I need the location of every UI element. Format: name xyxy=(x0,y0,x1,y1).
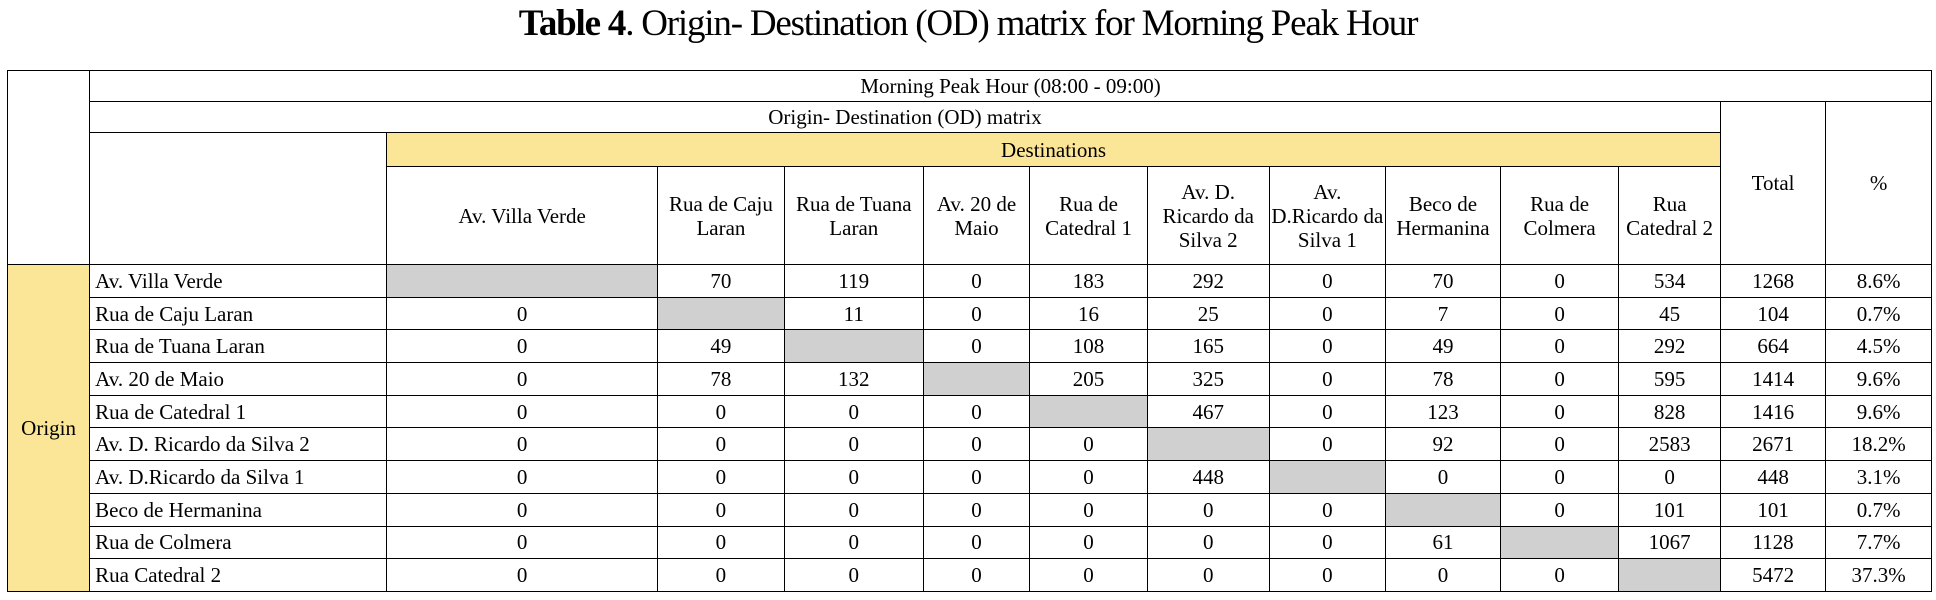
od-value-cell: 1067 xyxy=(1619,526,1720,559)
matrix-header: Origin- Destination (OD) matrix xyxy=(90,102,1721,133)
destination-header: Rua Catedral 2 xyxy=(1619,167,1720,265)
od-value-cell: 0 xyxy=(1030,493,1148,526)
origin-name-cell: Av. Villa Verde xyxy=(90,265,387,298)
od-value-cell: 0 xyxy=(784,461,923,494)
destination-header: Av. D. Ricardo da Silva 2 xyxy=(1147,167,1269,265)
od-value-cell: 0 xyxy=(1269,559,1386,592)
diagonal-empty-cell xyxy=(1147,428,1269,461)
od-value-cell: 0 xyxy=(1147,526,1269,559)
od-value-cell: 292 xyxy=(1147,265,1269,298)
od-value-cell: 0 xyxy=(387,559,658,592)
od-value-cell: 0 xyxy=(658,461,785,494)
table-row xyxy=(8,559,1932,592)
od-value-cell: 0 xyxy=(1269,265,1386,298)
od-value-cell: 0 xyxy=(1386,461,1501,494)
od-value-cell: 0 xyxy=(923,265,1029,298)
row-total-cell: 2671 xyxy=(1720,428,1825,461)
origin-name-cell: Rua de Tuana Laran xyxy=(90,330,387,363)
table-number: Table 4 xyxy=(518,3,626,44)
od-value-cell: 0 xyxy=(1269,428,1386,461)
row-total-cell: 1128 xyxy=(1720,526,1825,559)
diagonal-empty-cell xyxy=(1500,526,1619,559)
table-row xyxy=(8,297,1932,330)
od-value-cell: 292 xyxy=(1619,330,1720,363)
table-row xyxy=(8,330,1932,363)
od-value-cell: 49 xyxy=(1386,330,1501,363)
row-total-cell: 1416 xyxy=(1720,395,1825,428)
row-percent-cell: 0.7% xyxy=(1826,493,1932,526)
origin-name-cell: Av. D.Ricardo da Silva 1 xyxy=(90,461,387,494)
od-value-cell: 0 xyxy=(784,559,923,592)
origin-name-cell: Rua de Colmera xyxy=(90,526,387,559)
od-value-cell: 0 xyxy=(923,559,1029,592)
od-value-cell: 25 xyxy=(1147,297,1269,330)
origin-name-cell: Av. D. Ricardo da Silva 2 xyxy=(90,428,387,461)
od-value-cell: 119 xyxy=(784,265,923,298)
od-value-cell: 0 xyxy=(923,461,1029,494)
row-percent-cell: 9.6% xyxy=(1826,363,1932,396)
od-value-cell: 0 xyxy=(387,330,658,363)
od-value-cell: 0 xyxy=(1030,526,1148,559)
od-value-cell: 534 xyxy=(1619,265,1720,298)
od-value-cell: 49 xyxy=(658,330,785,363)
od-value-cell: 0 xyxy=(1500,493,1619,526)
corner-blank-cell xyxy=(8,71,90,265)
destination-header: Beco de Hermanina xyxy=(1386,167,1501,265)
od-value-cell: 0 xyxy=(784,526,923,559)
od-value-cell: 45 xyxy=(1619,297,1720,330)
od-value-cell: 0 xyxy=(1030,461,1148,494)
od-value-cell: 0 xyxy=(1386,559,1501,592)
row-percent-cell: 9.6% xyxy=(1826,395,1932,428)
diagonal-empty-cell xyxy=(1386,493,1501,526)
origin-name-cell: Beco de Hermanina xyxy=(90,493,387,526)
od-value-cell: 0 xyxy=(387,363,658,396)
od-value-cell: 0 xyxy=(387,428,658,461)
table-row xyxy=(8,461,1932,494)
od-value-cell: 0 xyxy=(1500,297,1619,330)
od-value-cell: 0 xyxy=(658,428,785,461)
od-value-cell: 0 xyxy=(1030,559,1148,592)
total-header: Total xyxy=(1720,102,1825,265)
od-value-cell: 0 xyxy=(387,461,658,494)
period-header: Morning Peak Hour (08:00 - 09:00) xyxy=(90,71,1932,102)
table-row xyxy=(8,526,1932,559)
od-value-cell: 165 xyxy=(1147,330,1269,363)
od-value-cell: 325 xyxy=(1147,363,1269,396)
row-percent-cell: 0.7% xyxy=(1826,297,1932,330)
od-value-cell: 0 xyxy=(1269,363,1386,396)
od-value-cell: 0 xyxy=(1147,559,1269,592)
od-value-cell: 123 xyxy=(1386,395,1501,428)
od-value-cell: 0 xyxy=(1500,363,1619,396)
od-value-cell: 11 xyxy=(784,297,923,330)
od-value-cell: 0 xyxy=(387,493,658,526)
od-value-cell: 0 xyxy=(658,559,785,592)
diagonal-empty-cell xyxy=(1030,395,1148,428)
od-value-cell: 0 xyxy=(387,395,658,428)
od-value-cell: 0 xyxy=(658,493,785,526)
od-value-cell: 0 xyxy=(1269,493,1386,526)
od-value-cell: 0 xyxy=(923,493,1029,526)
row-percent-cell: 3.1% xyxy=(1826,461,1932,494)
od-value-cell: 2583 xyxy=(1619,428,1720,461)
row-total-cell: 104 xyxy=(1720,297,1825,330)
od-value-cell: 0 xyxy=(1500,559,1619,592)
od-value-cell: 0 xyxy=(1619,461,1720,494)
od-value-cell: 0 xyxy=(1500,265,1619,298)
origin-name-cell: Av. 20 de Maio xyxy=(90,363,387,396)
od-value-cell: 78 xyxy=(1386,363,1501,396)
destination-header: Rua de Catedral 1 xyxy=(1030,167,1148,265)
row-total-cell: 1268 xyxy=(1720,265,1825,298)
od-value-cell: 0 xyxy=(923,395,1029,428)
od-value-cell: 108 xyxy=(1030,330,1148,363)
od-value-cell: 16 xyxy=(1030,297,1148,330)
table-row xyxy=(8,428,1932,461)
od-value-cell: 467 xyxy=(1147,395,1269,428)
od-value-cell: 0 xyxy=(1500,395,1619,428)
od-value-cell: 205 xyxy=(1030,363,1148,396)
od-value-cell: 0 xyxy=(923,330,1029,363)
od-value-cell: 0 xyxy=(923,526,1029,559)
od-value-cell: 0 xyxy=(387,526,658,559)
od-value-cell: 0 xyxy=(1500,428,1619,461)
od-value-cell: 0 xyxy=(923,297,1029,330)
od-value-cell: 0 xyxy=(923,428,1029,461)
row-percent-cell: 7.7% xyxy=(1826,526,1932,559)
diagonal-empty-cell xyxy=(658,297,785,330)
row-percent-cell: 18.2% xyxy=(1826,428,1932,461)
row-percent-cell: 4.5% xyxy=(1826,330,1932,363)
od-value-cell: 0 xyxy=(658,526,785,559)
diagonal-empty-cell xyxy=(923,363,1029,396)
row-total-cell: 448 xyxy=(1720,461,1825,494)
origin-label-header-blank xyxy=(90,133,387,265)
destination-header: Rua de Tuana Laran xyxy=(784,167,923,265)
table-title: . Origin- Destination (OD) matrix for Morning Peak Hour xyxy=(625,3,1418,44)
od-value-cell: 101 xyxy=(1619,493,1720,526)
row-total-cell: 5472 xyxy=(1720,559,1825,592)
od-value-cell: 0 xyxy=(1269,297,1386,330)
od-value-cell: 595 xyxy=(1619,363,1720,396)
od-value-cell: 0 xyxy=(1500,330,1619,363)
table-row xyxy=(8,395,1932,428)
table-row xyxy=(8,363,1932,396)
od-value-cell: 0 xyxy=(1269,526,1386,559)
origin-name-cell: Rua de Catedral 1 xyxy=(90,395,387,428)
od-value-cell: 70 xyxy=(1386,265,1501,298)
od-value-cell: 70 xyxy=(658,265,785,298)
od-value-cell: 0 xyxy=(1147,493,1269,526)
od-value-cell: 448 xyxy=(1147,461,1269,494)
table-caption xyxy=(0,2,1936,45)
od-value-cell: 132 xyxy=(784,363,923,396)
diagonal-empty-cell xyxy=(1269,461,1386,494)
od-value-cell: 0 xyxy=(1500,461,1619,494)
table-row xyxy=(8,493,1932,526)
destination-header: Rua de Caju Laran xyxy=(658,167,785,265)
diagonal-empty-cell xyxy=(387,265,658,298)
od-value-cell: 183 xyxy=(1030,265,1148,298)
destination-header: Av. 20 de Maio xyxy=(923,167,1029,265)
diagonal-empty-cell xyxy=(1619,559,1720,592)
destination-header: Av. D.Ricardo da Silva 1 xyxy=(1269,167,1386,265)
percent-header: % xyxy=(1826,102,1932,265)
od-value-cell: 61 xyxy=(1386,526,1501,559)
od-value-cell: 7 xyxy=(1386,297,1501,330)
row-total-cell: 664 xyxy=(1720,330,1825,363)
od-value-cell: 0 xyxy=(658,395,785,428)
row-total-cell: 101 xyxy=(1720,493,1825,526)
od-value-cell: 0 xyxy=(1030,428,1148,461)
od-value-cell: 0 xyxy=(784,395,923,428)
row-percent-cell: 37.3% xyxy=(1826,559,1932,592)
origin-name-cell: Rua de Caju Laran xyxy=(90,297,387,330)
od-value-cell: 0 xyxy=(1269,395,1386,428)
row-percent-cell: 8.6% xyxy=(1826,265,1932,298)
diagonal-empty-cell xyxy=(784,330,923,363)
origin-name-cell: Rua Catedral 2 xyxy=(90,559,387,592)
origin-label: Origin xyxy=(8,265,90,592)
od-value-cell: 0 xyxy=(1269,330,1386,363)
destinations-header: Destinations xyxy=(387,133,1721,167)
destination-header: Av. Villa Verde xyxy=(387,167,658,265)
od-value-cell: 0 xyxy=(784,493,923,526)
od-value-cell: 78 xyxy=(658,363,785,396)
destination-header: Rua de Colmera xyxy=(1500,167,1619,265)
od-value-cell: 0 xyxy=(387,297,658,330)
od-value-cell: 0 xyxy=(784,428,923,461)
od-matrix-table xyxy=(7,70,1932,592)
row-total-cell: 1414 xyxy=(1720,363,1825,396)
table-row xyxy=(8,265,1932,298)
od-value-cell: 828 xyxy=(1619,395,1720,428)
od-value-cell: 92 xyxy=(1386,428,1501,461)
